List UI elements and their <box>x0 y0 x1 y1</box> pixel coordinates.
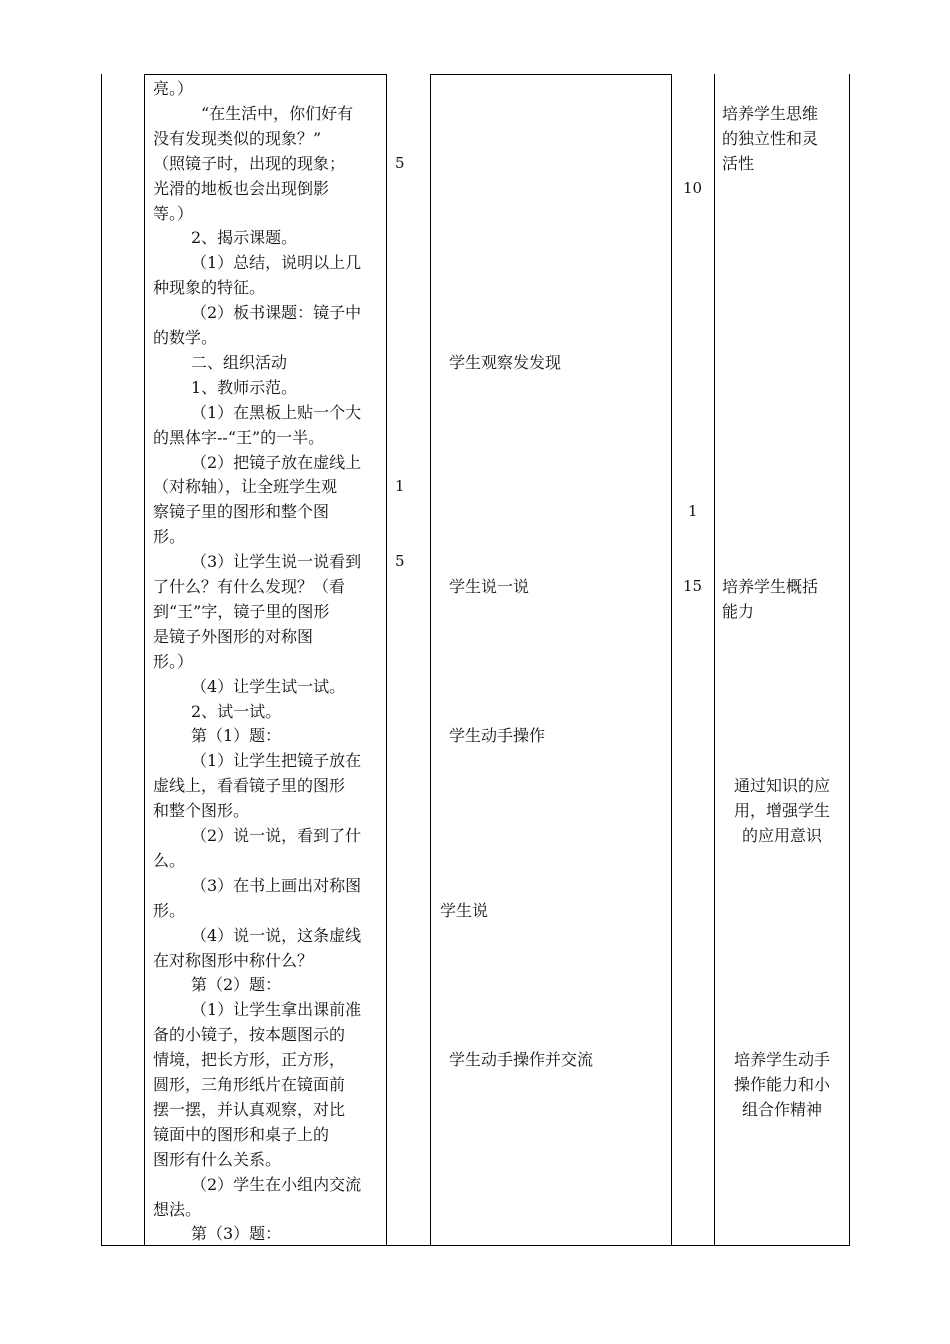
design-intent-line: 操作能力和小 <box>733 1075 830 1094</box>
teacher-line: 种现象的特征。 <box>153 278 266 298</box>
teacher-line: （4）让学生试一试。 <box>191 676 346 696</box>
time-value-b: 1 <box>688 502 698 521</box>
teacher-line: 没有发现类似的现象？” <box>153 128 322 148</box>
teacher-line: （1）让学生把镜子放在 <box>191 751 362 771</box>
design-intent-line: 用，增强学生 <box>733 801 830 821</box>
student-activity: 学生说一说 <box>449 577 530 596</box>
teacher-line: （3）让学生说一说看到 <box>191 552 362 572</box>
design-intent-line: 的应用意识 <box>741 826 822 845</box>
time-value-a: 5 <box>395 153 405 172</box>
teacher-line: 察镜子里的图形和整个图 <box>153 502 330 522</box>
teacher-line: 在对称图形中称什么？ <box>153 950 314 970</box>
teacher-line: （4）说一说，这条虚线 <box>191 925 362 945</box>
design-intent-line: 能力 <box>722 601 755 621</box>
teacher-line: （对称轴），让全班学生观 <box>153 477 338 497</box>
design-intent-line: 培养学生动手 <box>733 1050 830 1070</box>
teacher-line: （2）学生在小组内交流 <box>191 1174 362 1194</box>
cell-top-student <box>430 74 672 75</box>
teacher-line: （2）把镜子放在虚线上 <box>191 452 362 472</box>
teacher-line: （3）在书上画出对称图 <box>191 875 362 895</box>
teacher-line: 摆一摆，并认真观察，对比 <box>153 1099 346 1119</box>
teacher-line: 是镜子外图形的对称图 <box>153 626 314 646</box>
teacher-line: 镜面中的图形和桌子上的 <box>153 1124 330 1144</box>
teacher-line: 图形有什么关系。 <box>153 1149 282 1169</box>
column-divider-5 <box>714 74 715 1245</box>
time-value-b: 10 <box>683 178 703 197</box>
time-value-a: 1 <box>395 477 405 496</box>
teacher-line: 亮。） <box>153 79 194 98</box>
student-activity: 学生观察发发现 <box>449 352 562 372</box>
teacher-line: 情境，把长方形，正方形， <box>153 1050 346 1070</box>
teacher-line: 2、揭示课题。 <box>191 228 298 248</box>
teacher-line: 第（2）题： <box>191 975 282 995</box>
teacher-line: 么。 <box>153 850 186 870</box>
column-divider-4 <box>671 74 672 1245</box>
teacher-line: 光滑的地板也会出现倒影 <box>153 178 330 198</box>
teacher-line: 形。） <box>153 651 194 671</box>
time-value-a: 5 <box>395 552 405 571</box>
teacher-line: （1）让学生拿出课前准 <box>191 1000 362 1020</box>
teacher-line: （2）说一说，看到了什 <box>191 826 362 845</box>
design-intent-line: 活性 <box>722 153 755 173</box>
column-divider-1 <box>144 74 145 1245</box>
cell-top-teacher <box>144 74 387 75</box>
teacher-line: 1、教师示范。 <box>191 377 298 397</box>
teacher-line: （1）在黑板上贴一个大 <box>191 402 362 422</box>
teacher-line: 备的小镜子，按本题图示的 <box>153 1025 346 1045</box>
teacher-line: 2、试一试。 <box>191 701 282 721</box>
teacher-line: 虚线上，看看镜子里的图形 <box>153 776 346 796</box>
teacher-line: （1）总结，说明以上几 <box>191 253 362 273</box>
column-divider-3 <box>430 74 431 1245</box>
teacher-line: 第（1）题： <box>191 726 282 746</box>
teacher-line: 的黑体字--“王”的一半。 <box>153 427 325 447</box>
student-activity: 学生动手操作 <box>449 726 546 746</box>
design-intent-line: 培养学生概括 <box>722 577 819 596</box>
teacher-line: （2）板书课题：镜子中 <box>191 303 362 323</box>
teacher-line: 二、组织活动 <box>191 352 288 372</box>
student-activity: 学生说 <box>440 900 489 920</box>
column-divider-2 <box>386 74 387 1245</box>
teacher-line: 想法。 <box>153 1199 202 1219</box>
teacher-line: 第（3）题： <box>191 1224 282 1244</box>
design-intent-line: 通过知识的应 <box>733 776 830 796</box>
teacher-line: 圆形，三角形纸片在镜面前 <box>153 1075 346 1094</box>
time-value-b: 15 <box>683 577 703 595</box>
student-activity: 学生动手操作并交流 <box>449 1050 594 1070</box>
teacher-line: “在生活中，你们好有 <box>201 103 354 123</box>
teacher-line: （照镜子时，出现的现象； <box>153 153 346 173</box>
teacher-line: 形。 <box>153 527 186 547</box>
teacher-line: 和整个图形。 <box>153 801 250 821</box>
teacher-line: 到“王”字，镜子里的图形 <box>153 601 330 621</box>
teacher-line: 的数学。 <box>153 328 218 347</box>
teacher-line: 形。 <box>153 900 186 920</box>
design-intent-line: 组合作精神 <box>741 1099 822 1119</box>
design-intent-line: 的独立性和灵 <box>722 128 819 148</box>
table-border-right <box>849 74 850 1245</box>
teacher-line: 了什么？有什么发现？（看 <box>153 577 346 596</box>
table-border-left <box>101 74 102 1245</box>
teacher-line: 等。） <box>153 203 194 223</box>
design-intent-line: 培养学生思维 <box>722 103 819 123</box>
